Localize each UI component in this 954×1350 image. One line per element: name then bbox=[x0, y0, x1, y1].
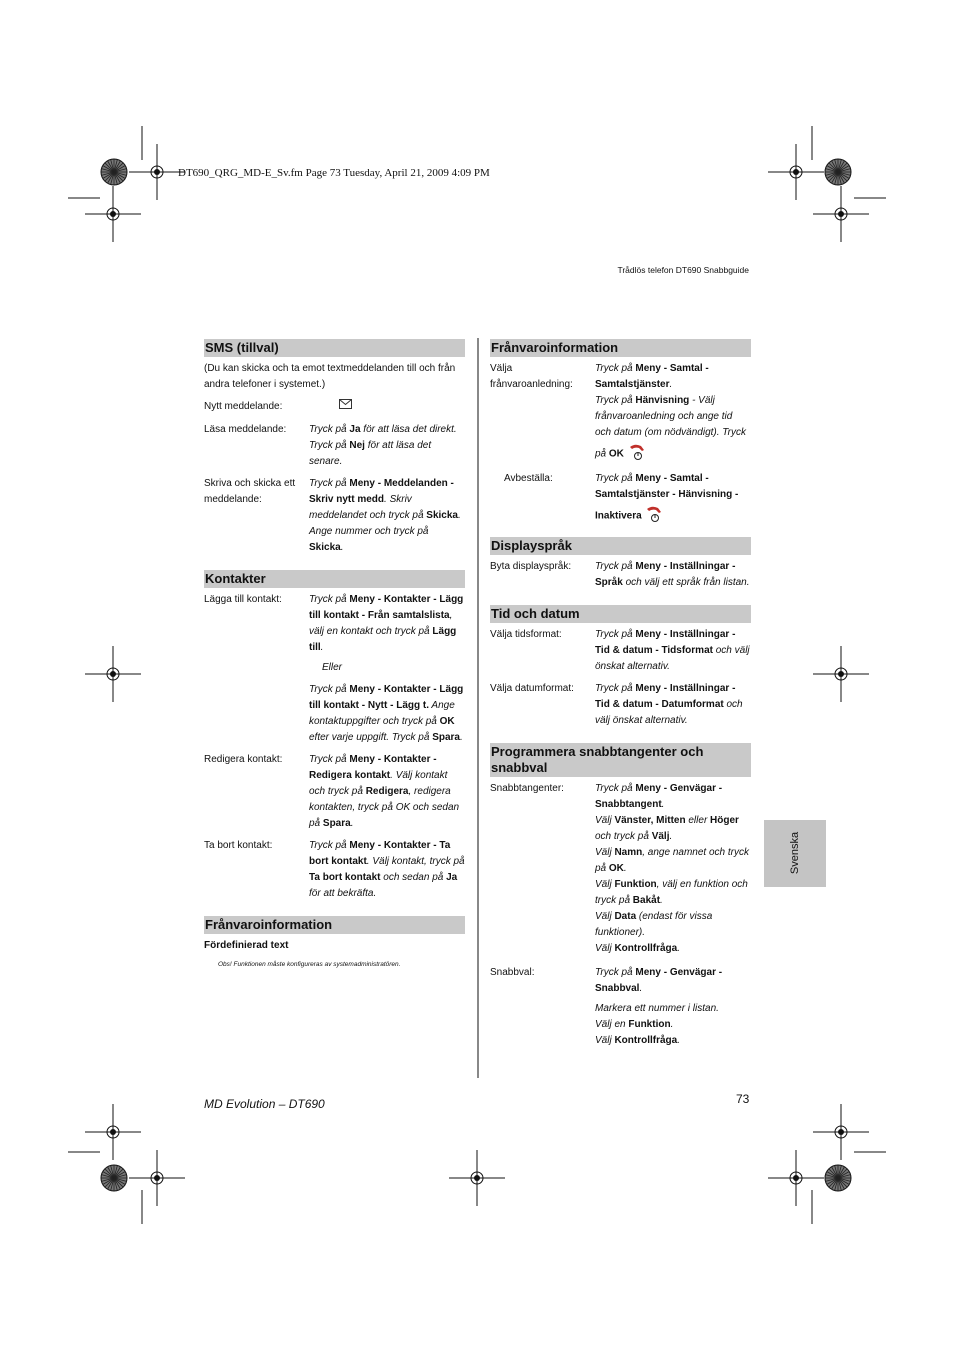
bold-term: Funktion bbox=[614, 879, 657, 890]
text-run: Tryck på bbox=[595, 561, 636, 572]
text-run: Markera ett nummer i listan. bbox=[595, 1003, 719, 1014]
bold-term: Meny - Inställningar - Tid & datum - Tidsformat bbox=[595, 629, 736, 656]
slug-line: DT690_QRG_MD-E_Sv.fm Page 73 Tuesday, April 21, 2009 4:09 PM bbox=[178, 167, 490, 179]
or-text: Eller bbox=[322, 661, 343, 673]
text-run: . bbox=[660, 895, 663, 906]
row-text bbox=[595, 681, 751, 729]
bold-term: Kontrollfråga bbox=[614, 1035, 678, 1046]
right-column bbox=[490, 339, 751, 1055]
row-speed-dial bbox=[490, 965, 751, 997]
row-label: Välja tidsformat: bbox=[490, 629, 562, 640]
row-choose-absence bbox=[490, 361, 751, 467]
text-run: efter varje uppgift. Tryck på bbox=[309, 731, 433, 743]
bold-term: Ja bbox=[349, 423, 361, 435]
section-heading-time: Tid och datum bbox=[490, 605, 751, 623]
row-text bbox=[309, 422, 465, 470]
row-edit-contact bbox=[204, 752, 465, 832]
row-label: Välja datumformat: bbox=[490, 683, 574, 694]
bold-term: Spara bbox=[322, 817, 351, 829]
row-date-format bbox=[490, 681, 751, 729]
text-run: Välj bbox=[595, 1035, 615, 1046]
text-run: Tryck på bbox=[309, 593, 350, 605]
text-run: Välj bbox=[595, 815, 615, 826]
left-column bbox=[204, 339, 465, 970]
text-run: för att läsa det direkt. bbox=[360, 423, 457, 435]
text-run: för att bekräfta. bbox=[309, 887, 377, 899]
text-run: . Skriv meddelandet och tryck på bbox=[309, 493, 427, 521]
text-run: och välj ett språk från listan. bbox=[622, 577, 750, 588]
running-header: Trådlös telefon DT690 Snabbguide bbox=[617, 265, 749, 275]
text-run: Ange kontaktuppgifter och tryck på bbox=[309, 699, 455, 727]
text-run: och välj önskat alternativ. bbox=[595, 645, 750, 672]
row-text bbox=[595, 559, 751, 591]
row-label: Nytt meddelande: bbox=[204, 401, 283, 412]
language-side-tab bbox=[764, 820, 826, 887]
row-text bbox=[309, 476, 465, 556]
text-run: och tryck på bbox=[595, 831, 652, 842]
bold-term: OK bbox=[439, 715, 455, 727]
bold-term: Hänvisning bbox=[635, 395, 690, 406]
bold-term: Kontrollfråga bbox=[614, 943, 678, 954]
bold-term: Ta bort kontakt bbox=[309, 871, 381, 883]
row-hotkeys bbox=[490, 781, 751, 957]
row-add-contact-new bbox=[204, 682, 465, 746]
page-number: 73 bbox=[736, 1092, 750, 1106]
admin-note: Obs! Funktionen måste konfigureras av systemadministratören. bbox=[218, 960, 401, 968]
text-run: Tryck på bbox=[595, 473, 636, 484]
text-run: Tryck på bbox=[595, 783, 636, 794]
text-run: , välj en kontakt och tryck på bbox=[309, 609, 453, 637]
bold-term: Ja bbox=[446, 871, 458, 883]
text-run: . bbox=[350, 817, 354, 829]
bold-term: Vänster, Mitten bbox=[614, 815, 686, 826]
text-run: Tryck på bbox=[595, 363, 636, 374]
row-text bbox=[309, 752, 465, 832]
text-run: , ange namnet och tryck på bbox=[595, 847, 749, 874]
bold-term: Skicka bbox=[309, 541, 341, 553]
row-label: Snabbval: bbox=[490, 967, 535, 978]
side-tab-label: Svenska bbox=[789, 831, 801, 875]
row-label: Avbeställa: bbox=[504, 473, 553, 484]
row-text bbox=[309, 592, 465, 656]
row-text bbox=[595, 965, 751, 997]
bold-term: Meny - Kontakter - Ta bort kontakt bbox=[309, 839, 451, 867]
row-add-contact bbox=[204, 592, 465, 656]
text-run: Tryck på bbox=[309, 753, 350, 765]
bold-term: OK bbox=[608, 448, 624, 460]
row-text bbox=[595, 473, 738, 522]
row-label: Byta displayspråk: bbox=[490, 561, 572, 572]
bold-term: Meny - Kontakter - Lägg till kontakt - Från samtalslista bbox=[309, 593, 464, 621]
text-run: . bbox=[669, 831, 673, 842]
row-text bbox=[595, 627, 751, 675]
text-run: . Välj kontakt och tryck på bbox=[309, 769, 448, 797]
bold-term: OK bbox=[608, 863, 624, 874]
bold-term: Data bbox=[614, 911, 637, 922]
row-label: Ta bort kontakt: bbox=[204, 839, 273, 851]
bold-term: Meny - Kontakter - Lägg till kontakt - Nytt - Lägg t. bbox=[309, 683, 464, 711]
text-run: . bbox=[669, 379, 673, 390]
row-cancel-absence bbox=[490, 471, 751, 529]
row-speed-dial-steps bbox=[490, 1001, 751, 1049]
text-run: (endast för vissa funktioner). bbox=[595, 911, 713, 938]
bold-term: Höger bbox=[710, 815, 739, 826]
bold-term: Nej bbox=[349, 439, 365, 451]
row-text bbox=[595, 781, 751, 957]
footer-title: MD Evolution – DT690 bbox=[204, 1097, 325, 1111]
envelope-icon bbox=[339, 399, 352, 415]
bold-term: Meny - Genvägar - Snabbtangent bbox=[595, 783, 723, 810]
section-heading-language: Displayspråk bbox=[490, 537, 751, 555]
row-write-message bbox=[204, 476, 465, 556]
bold-term: Meny - Samtal - Samtalstjänster - Hänvisning - Inaktivera bbox=[595, 473, 739, 522]
bold-term: Lägg till bbox=[309, 625, 457, 653]
row-label: Snabbtangenter: bbox=[490, 783, 564, 794]
text-run: . bbox=[670, 1019, 674, 1030]
text-run: och välj önskat alternativ. bbox=[595, 699, 743, 726]
section-heading-sms: SMS (tillval) bbox=[204, 339, 465, 357]
text-run: Välj bbox=[595, 943, 615, 954]
section-heading-hotkeys: Programmera snabbtangenter och snabbval bbox=[490, 743, 751, 777]
text-run: och sedan på bbox=[380, 871, 447, 883]
bold-term: Spara bbox=[432, 731, 460, 743]
text-run: . Ange nummer och tryck på bbox=[309, 509, 461, 537]
text-run: . Välj kontakt, tryck på bbox=[366, 855, 465, 867]
text-run: - Välj frånvaroanledning och ange tid och datum (om nödvändigt). Tryck på bbox=[595, 395, 746, 460]
row-new-message bbox=[204, 399, 465, 416]
text-run: Tryck på bbox=[595, 967, 636, 978]
sms-intro: (Du kan skicka och ta emot textmeddelanden till och från andra telefoner i systemet.) bbox=[204, 363, 456, 390]
end-call-icon bbox=[627, 441, 649, 467]
text-run: . bbox=[340, 541, 344, 553]
text-run: Välj bbox=[595, 911, 615, 922]
text-run: Tryck på bbox=[309, 423, 350, 435]
bold-term: Meny - Samtal - Samtalstjänster bbox=[595, 363, 709, 390]
text-run: Välj bbox=[595, 847, 615, 858]
bold-term: Meny - Inställningar - Språk bbox=[595, 561, 736, 588]
section-heading-contacts: Kontakter bbox=[204, 570, 465, 588]
row-text bbox=[595, 1001, 751, 1049]
text-run: Välj bbox=[595, 879, 615, 890]
bold-term: Välj bbox=[651, 831, 670, 842]
subheading-predefined-text: Fördefinierad text bbox=[204, 939, 289, 951]
row-language bbox=[490, 559, 751, 591]
row-text bbox=[595, 395, 746, 460]
bold-term: Namn bbox=[614, 847, 643, 858]
text-run: . bbox=[639, 983, 643, 994]
row-text bbox=[309, 838, 465, 902]
text-run: Tryck på bbox=[309, 839, 350, 851]
text-run: , redigera kontakten, tryck på OK och sedan på bbox=[309, 785, 460, 829]
text-run: Tryck på bbox=[595, 629, 636, 640]
text-run: , välj en funktion och tryck på bbox=[595, 879, 748, 906]
row-delete-contact bbox=[204, 838, 465, 902]
row-label: Lägga till kontakt: bbox=[204, 593, 282, 605]
row-time-format bbox=[490, 627, 751, 675]
bold-term: Meny - Meddelanden - Skriv nytt medd bbox=[309, 477, 454, 505]
text-run: Välj en bbox=[595, 1019, 629, 1030]
row-label: Redigera kontakt: bbox=[204, 753, 283, 765]
text-run: eller bbox=[685, 815, 711, 826]
section-heading-absence-info: Frånvaroinformation bbox=[490, 339, 751, 357]
section-heading-absence: Frånvaroinformation bbox=[204, 916, 465, 934]
row-text bbox=[309, 682, 465, 746]
text-run: . bbox=[677, 943, 681, 954]
text-run: . bbox=[320, 641, 324, 653]
row-label: Skriva och skicka ett meddelande: bbox=[204, 477, 296, 505]
text-run: Tryck på bbox=[595, 683, 636, 694]
row-label: Läsa meddelande: bbox=[204, 423, 287, 435]
text-run: Tryck på bbox=[309, 439, 350, 451]
text-run: Tryck på bbox=[595, 395, 636, 406]
end-call-icon bbox=[644, 503, 666, 529]
text-run: för att läsa det senare. bbox=[309, 439, 432, 467]
bold-term: Bakåt bbox=[632, 895, 661, 906]
bold-term: Meny - Inställningar - Tid & datum - Datumformat bbox=[595, 683, 736, 710]
text-run: . bbox=[623, 863, 627, 874]
bold-term: Redigera bbox=[365, 785, 409, 797]
text-run: Tryck på bbox=[309, 477, 350, 489]
bold-term: Funktion bbox=[628, 1019, 671, 1030]
row-text bbox=[595, 361, 751, 393]
bold-term: Meny - Genvägar - Snabbval bbox=[595, 967, 723, 994]
text-run: . bbox=[677, 1035, 681, 1046]
row-label: Välja frånvaroanledning: bbox=[490, 363, 573, 390]
bold-term: Meny - Kontakter - Redigera kontakt bbox=[309, 753, 437, 781]
column-divider bbox=[477, 338, 479, 1078]
text-run: Tryck på bbox=[309, 683, 350, 695]
bold-term: Skicka bbox=[426, 509, 458, 521]
row-read-message bbox=[204, 422, 465, 470]
text-run: . bbox=[661, 799, 665, 810]
text-run: . bbox=[460, 731, 463, 743]
